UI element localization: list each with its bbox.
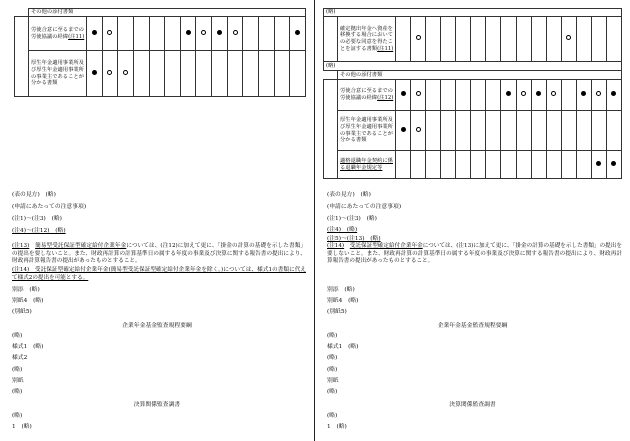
left-note-13: (注13) 簡易型受託保証型確定給付企業年金については、(注12)に加えて更に、「掛金の計算の基礎を示した書類」の提出を要しないこと。また、財政再計算の計算基準日の属する年度の事業及び決算に関する報告書の提出により、財政再計算報告書の提出があったものとすること。 (12, 243, 306, 265)
filled-circle-icon (611, 91, 616, 96)
right-note-5-13: (注5)～(注13) (略) (327, 236, 381, 242)
mark-cell (561, 111, 576, 151)
left-after-r1: (略) (12, 333, 23, 339)
open-circle-icon (521, 91, 526, 96)
left-after-r4: (略) (12, 367, 23, 373)
mark-cell (561, 17, 576, 62)
open-circle-icon (416, 35, 421, 40)
mark-cell (546, 151, 561, 179)
right-indent-cell-2 (324, 80, 338, 179)
mark-cell (591, 17, 606, 62)
left-note-1-3: (注1)～(注3) (略) (12, 216, 62, 222)
mark-cell (486, 111, 501, 151)
mark-cell (576, 80, 591, 111)
mark-cell (561, 80, 576, 111)
right-note-hyoumi: (表の見方) (略) (327, 192, 371, 198)
mark-cell (165, 17, 181, 51)
mark-cell (576, 151, 591, 179)
right-row0-label: 確定拠出年金へ資産を移換する場合においての必要な同意を得たことを証する書類(注11) (338, 17, 396, 62)
right-note-4: (注4) (略) (327, 227, 358, 233)
right-after-r5: 別紙 (327, 378, 339, 384)
right-indent-cell (324, 17, 338, 62)
left-indent-cell (15, 17, 29, 97)
left-after-r8: 1 (略) (12, 424, 32, 430)
mark-cell (259, 17, 275, 51)
mark-cell (149, 17, 165, 51)
left-besshi5: (別紙5) (12, 309, 32, 315)
open-circle-icon (416, 91, 421, 96)
filled-circle-icon (581, 91, 586, 96)
left-note-4-12: (注4)～(注12) (略) (12, 228, 66, 234)
filled-circle-icon (401, 91, 406, 96)
right-section-2: (略) (324, 62, 622, 71)
mark-cell (471, 80, 486, 111)
right-after-r7: (略) (327, 413, 338, 419)
left-row2-label: 厚生年金適用事業所及び厚生年金適用事業所の事業主であることが分かる書類 (29, 51, 87, 97)
mark-cell (486, 151, 501, 179)
right-after-r3: (略) (327, 355, 338, 361)
right-row3-label: 適格退職年金契約に係る退職年金規定等 (338, 151, 396, 179)
mark-cell (606, 17, 621, 62)
mark-cell (396, 17, 411, 62)
mark-cell (516, 111, 531, 151)
filled-circle-icon (295, 30, 300, 35)
left-heading-kessan: 決算関係監査調書 (133, 402, 181, 408)
right-note-shinsei: (申請にあたっての注意事項) (327, 204, 402, 210)
table-row (15, 51, 306, 97)
open-circle-icon (107, 30, 112, 35)
mark-cell (516, 80, 531, 111)
mark-cell (118, 51, 134, 97)
mark-cell (591, 80, 606, 111)
open-circle-icon (566, 35, 571, 40)
mark-cell (456, 17, 471, 62)
right-after-r2: 様式1 (略) (327, 344, 359, 350)
right-row1-label: 労使合意に至るまでの労使協議の経緯(注12) (338, 80, 396, 111)
mark-cell (486, 80, 501, 111)
right-row2-label: 厚生年金適用事業所及び厚生年金適用事業所の事業主であることが分かる書類 (338, 111, 396, 151)
mark-cell (471, 111, 486, 151)
right-attachments-table (323, 8, 622, 179)
open-circle-icon (416, 127, 421, 132)
mark-cell (501, 17, 516, 62)
right-column (315, 0, 630, 441)
mark-cell (471, 17, 486, 62)
mark-cell (426, 17, 441, 62)
mark-cell (243, 17, 259, 51)
mark-cell (196, 51, 212, 97)
mark-cell (212, 51, 228, 97)
left-after-r2: 様式1 (略) (12, 344, 44, 350)
mark-cell (102, 51, 118, 97)
open-circle-icon (201, 30, 206, 35)
mark-cell (411, 17, 426, 62)
mark-cell (411, 80, 426, 111)
mark-cell (606, 151, 621, 179)
mark-cell (456, 111, 471, 151)
right-note-1-3: (注1)～(注3) (略) (327, 216, 377, 222)
mark-cell (396, 80, 411, 111)
open-circle-icon (233, 30, 238, 35)
right-after-r8: 1 (略) (327, 424, 347, 430)
mark-cell (591, 151, 606, 179)
mark-cell (133, 51, 149, 97)
mark-cell (501, 151, 516, 179)
mark-cell (227, 17, 243, 51)
mark-cell (441, 111, 456, 151)
mark-cell (576, 111, 591, 151)
left-table-blank (15, 9, 29, 17)
mark-cell (180, 17, 196, 51)
left-attachments-table (14, 8, 306, 97)
mark-cell (501, 111, 516, 151)
mark-cell (441, 151, 456, 179)
mark-cell (606, 111, 621, 151)
mark-cell (516, 151, 531, 179)
left-after-r5: 別紙 (12, 378, 24, 384)
mark-cell (456, 80, 471, 111)
mark-cell (486, 17, 501, 62)
mark-cell (426, 111, 441, 151)
mark-cell (149, 51, 165, 97)
open-circle-icon (123, 70, 128, 75)
filled-circle-icon (217, 30, 222, 35)
left-section-title: その他の添付書類 (29, 9, 306, 17)
mark-cell (274, 51, 290, 97)
filled-circle-icon (401, 127, 406, 132)
table-row (324, 151, 622, 179)
mark-cell (546, 17, 561, 62)
mark-cell (426, 80, 441, 111)
mark-cell (441, 17, 456, 62)
mark-cell (396, 151, 411, 179)
mark-cell (531, 17, 546, 62)
table-row (324, 111, 622, 151)
left-after-r6: (略) (12, 389, 23, 395)
filled-circle-icon (506, 91, 511, 96)
open-circle-icon (107, 70, 112, 75)
right-heading-kessan: 決算関係監査調書 (449, 402, 496, 408)
left-row1-label: 労使合意に至るまでの労使協議の経緯(注11) (29, 17, 87, 51)
table-row (15, 17, 306, 51)
mark-cell (87, 51, 103, 97)
left-after-r3: 様式2 (12, 355, 28, 361)
table-row (324, 17, 622, 62)
right-after-r6: (略) (327, 389, 338, 395)
left-after-r7: (略) (12, 413, 23, 419)
right-besshi5: (別紙5) (327, 309, 347, 315)
mark-cell (165, 51, 181, 97)
mark-cell (102, 17, 118, 51)
mark-cell (606, 80, 621, 111)
mark-cell (290, 51, 306, 97)
right-section-title: その他の添付書類 (338, 71, 622, 80)
mark-cell (133, 17, 149, 51)
mark-cell (456, 151, 471, 179)
mark-cell (212, 17, 228, 51)
filled-circle-icon (92, 70, 97, 75)
mark-cell (243, 51, 259, 97)
left-note-14: (注14) 受託保証型確定給付企業年金(簡易型受託保証型確定給付企業年金を除く。)については、様式1の書類に代えて様式2の提出を可能とする。 (12, 267, 306, 281)
left-betten: 別添 (略) (12, 287, 40, 293)
filled-circle-icon (596, 161, 601, 166)
mark-cell (561, 151, 576, 179)
mark-cell (576, 17, 591, 62)
right-heading-kansa: 企業年金基金監査規程要綱 (437, 323, 508, 329)
filled-circle-icon (611, 161, 616, 166)
left-heading-kansa: 企業年金基金監査規程要綱 (122, 323, 192, 329)
mark-cell (196, 17, 212, 51)
filled-circle-icon (186, 30, 191, 35)
right-note-14: (注14) 受託保証型確定給付企業年金については、(注13)に加えて更に、「掛金の計算の基礎を示した書類」の提出を要しないこと。また、財政再計算の計算基準日の属する年度の事業及び決算に関する報告書の提出により、財政再計算報告書の提出があったものとすること。 (327, 243, 622, 265)
mark-cell (516, 17, 531, 62)
right-after-r4: (略) (327, 367, 338, 373)
mark-cell (441, 80, 456, 111)
mark-cell (411, 151, 426, 179)
table-row (324, 80, 622, 111)
right-after-r1: (略) (327, 333, 338, 339)
left-besshi4: 別紙4 (略) (12, 298, 44, 304)
open-circle-icon (596, 91, 601, 96)
right-top-section: (略) (324, 9, 622, 17)
right-betten: 別添 (略) (327, 287, 355, 293)
mark-cell (118, 17, 134, 51)
mark-cell (531, 111, 546, 151)
left-note-hyoumi: (表の見方) (略) (12, 192, 56, 198)
filled-circle-icon (536, 91, 541, 96)
mark-cell (546, 80, 561, 111)
mark-cell (591, 111, 606, 151)
open-circle-icon (551, 91, 556, 96)
mark-cell (531, 151, 546, 179)
mark-cell (259, 51, 275, 97)
mark-cell (546, 111, 561, 151)
mark-cell (411, 111, 426, 151)
filled-circle-icon (92, 30, 97, 35)
mark-cell (87, 17, 103, 51)
mark-cell (180, 51, 196, 97)
mark-cell (227, 51, 243, 97)
left-note-shinsei: (申請にあたっての注意事項) (12, 204, 87, 210)
mark-cell (471, 151, 486, 179)
mark-cell (274, 17, 290, 51)
mark-cell (501, 80, 516, 111)
mark-cell (426, 151, 441, 179)
mark-cell (290, 17, 306, 51)
mark-cell (396, 111, 411, 151)
right-besshi4: 別紙4 (略) (327, 298, 359, 304)
mark-cell (531, 80, 546, 111)
